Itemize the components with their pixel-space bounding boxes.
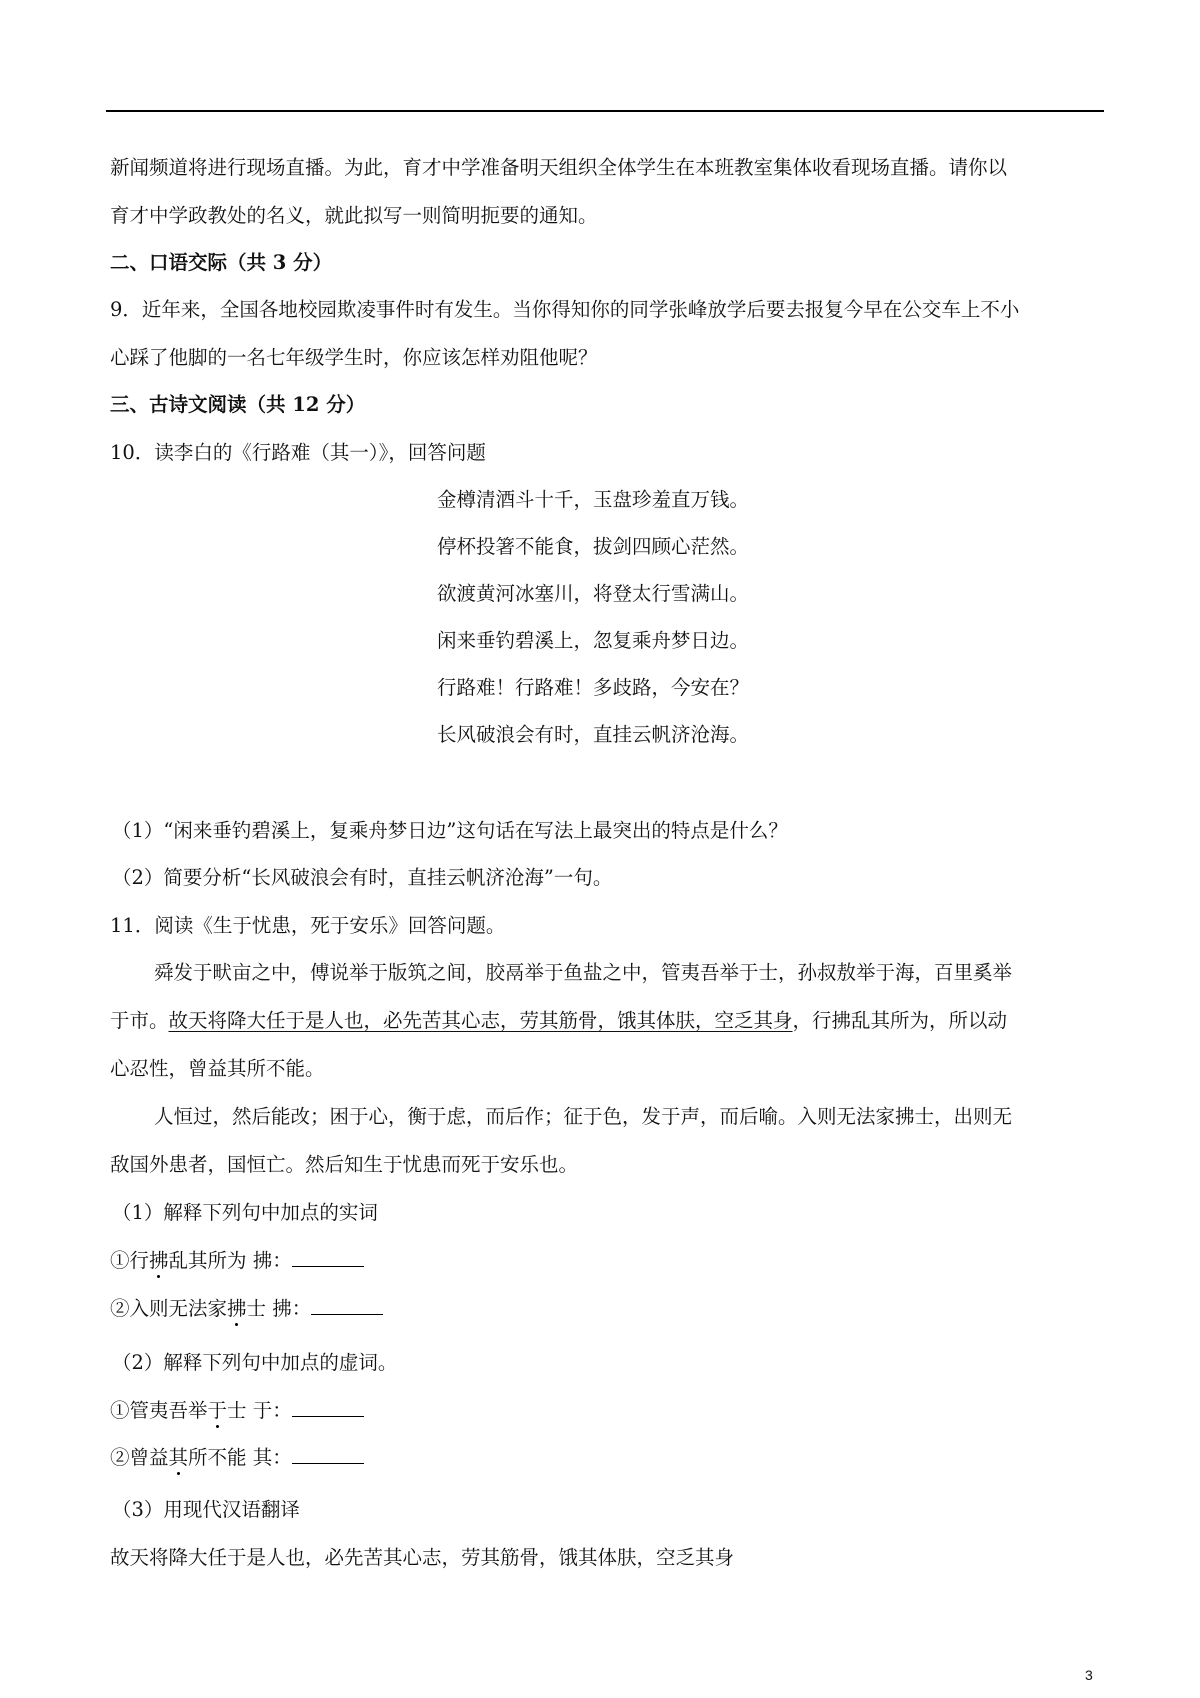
answer-blank[interactable]: [292, 1447, 364, 1464]
dotted-character: 于: [207, 1399, 228, 1422]
answer-blank[interactable]: [292, 1400, 364, 1417]
answer-blank[interactable]: [311, 1298, 383, 1315]
item-text: ①行: [110, 1249, 150, 1272]
poem-line: 长风破浪会有时，直挂云帆济沧海。: [437, 723, 750, 746]
question-11-sub-3-title: （3）用现代汉语翻译: [112, 1498, 300, 1521]
question-11-sub-1-title: （1）解释下列句中加点的实词: [112, 1201, 378, 1224]
translate-sentence: 故天将降大任于是人也，必先苦其心志，劳其筋骨，饿其体肤，空乏其身: [110, 1546, 735, 1569]
passage-para-2-line-1: 人恒过，然后能改；困于心，衡于虑，而后作；征于色，发于声，而后喻。入则无法家拂士，出则无: [154, 1105, 1013, 1128]
item-text: 所不能 其：: [188, 1446, 292, 1469]
question-9-line-1: 9．近年来，全国各地校园欺凌事件时有发生。当你得知你的同学张峰放学后要去报复今早在公交车上不小: [110, 298, 1020, 321]
item-text: 士 于：: [227, 1399, 292, 1422]
poem-line: 停杯投箸不能食，拔剑四顾心茫然。: [437, 535, 750, 558]
poem-line: 欲渡黄河冰塞川，将登太行雪满山。: [437, 582, 750, 605]
item-text: ②曾益: [110, 1446, 169, 1469]
question-10-prompt: 10．读李白的《行路难（其一）》，回答问题: [110, 441, 486, 464]
item-text: ②入则无法家: [110, 1297, 228, 1320]
passage-text: ，行拂乱其所为，所以动: [792, 1009, 1008, 1032]
page-number: 3: [1085, 1667, 1093, 1683]
passage-para-1-line-2: [110, 1011, 1007, 1031]
section-title-oral: 二、口语交际（共 3 分）: [110, 251, 333, 274]
vocab-item-1: [110, 1250, 364, 1271]
question-10-sub-1: （1）“闲来垂钓碧溪上，复乘舟梦日边”这句话在写法上最突出的特点是什么？: [112, 819, 788, 842]
vocab-item-3: [110, 1400, 364, 1421]
poem-line: 闲来垂钓碧溪上，忽复乘舟梦日边。: [437, 629, 750, 652]
passage-para-1-line-3: 心忍性，曾益其所不能。: [110, 1057, 325, 1080]
passage-para-1-line-1: 舜发于畎亩之中，傅说举于版筑之间，胶鬲举于鱼盐之中，管夷吾举于士，孙叔敖举于海，百里奚举: [154, 961, 1013, 984]
intro-line-1: 新闻频道将进行现场直播。为此，育才中学准备明天组织全体学生在本班教室集体收看现场直播。请你以: [110, 156, 1008, 179]
question-11-prompt: 11．阅读《生于忧患，死于安乐》回答问题。: [110, 914, 506, 937]
vocab-item-2: [110, 1298, 383, 1319]
section-title-classical: 三、古诗文阅读（共 12 分）: [110, 393, 366, 416]
question-10-sub-2: （2）简要分析“长风破浪会有时，直挂云帆济沧海”一句。: [112, 866, 613, 889]
intro-line-2: 育才中学政教处的名义，就此拟写一则简明扼要的通知。: [110, 204, 598, 227]
underlined-sentence: 故天将降大任于是人也，必先苦其心志，劳其筋骨，饿其体肤，空乏其身: [168, 1009, 793, 1032]
header-rule: [106, 110, 1104, 112]
dotted-character: 拂: [149, 1249, 169, 1272]
item-text: 乱其所为 拂：: [168, 1249, 292, 1272]
passage-para-2-line-2: 敌国外患者，国恒亡。然后知生于忧患而死于安乐也。: [110, 1153, 579, 1176]
question-9-line-2: 心踩了他脚的一名七年级学生时，你应该怎样劝阻他呢？: [110, 346, 598, 369]
item-text: ①管夷吾举: [110, 1399, 208, 1422]
vocab-item-4: [110, 1447, 364, 1468]
item-text: 士 拂：: [246, 1297, 312, 1320]
question-11-sub-2-title: （2）解释下列句中加点的虚词。: [112, 1351, 398, 1374]
answer-blank[interactable]: [292, 1250, 364, 1267]
passage-text: 于市。: [110, 1009, 169, 1032]
dotted-character: 拂: [227, 1297, 247, 1320]
poem-line: 行路难！行路难！多歧路，今安在？: [437, 676, 750, 699]
poem-line: 金樽清酒斗十千，玉盘珍羞直万钱。: [437, 488, 750, 511]
dotted-character: 其: [168, 1446, 189, 1469]
